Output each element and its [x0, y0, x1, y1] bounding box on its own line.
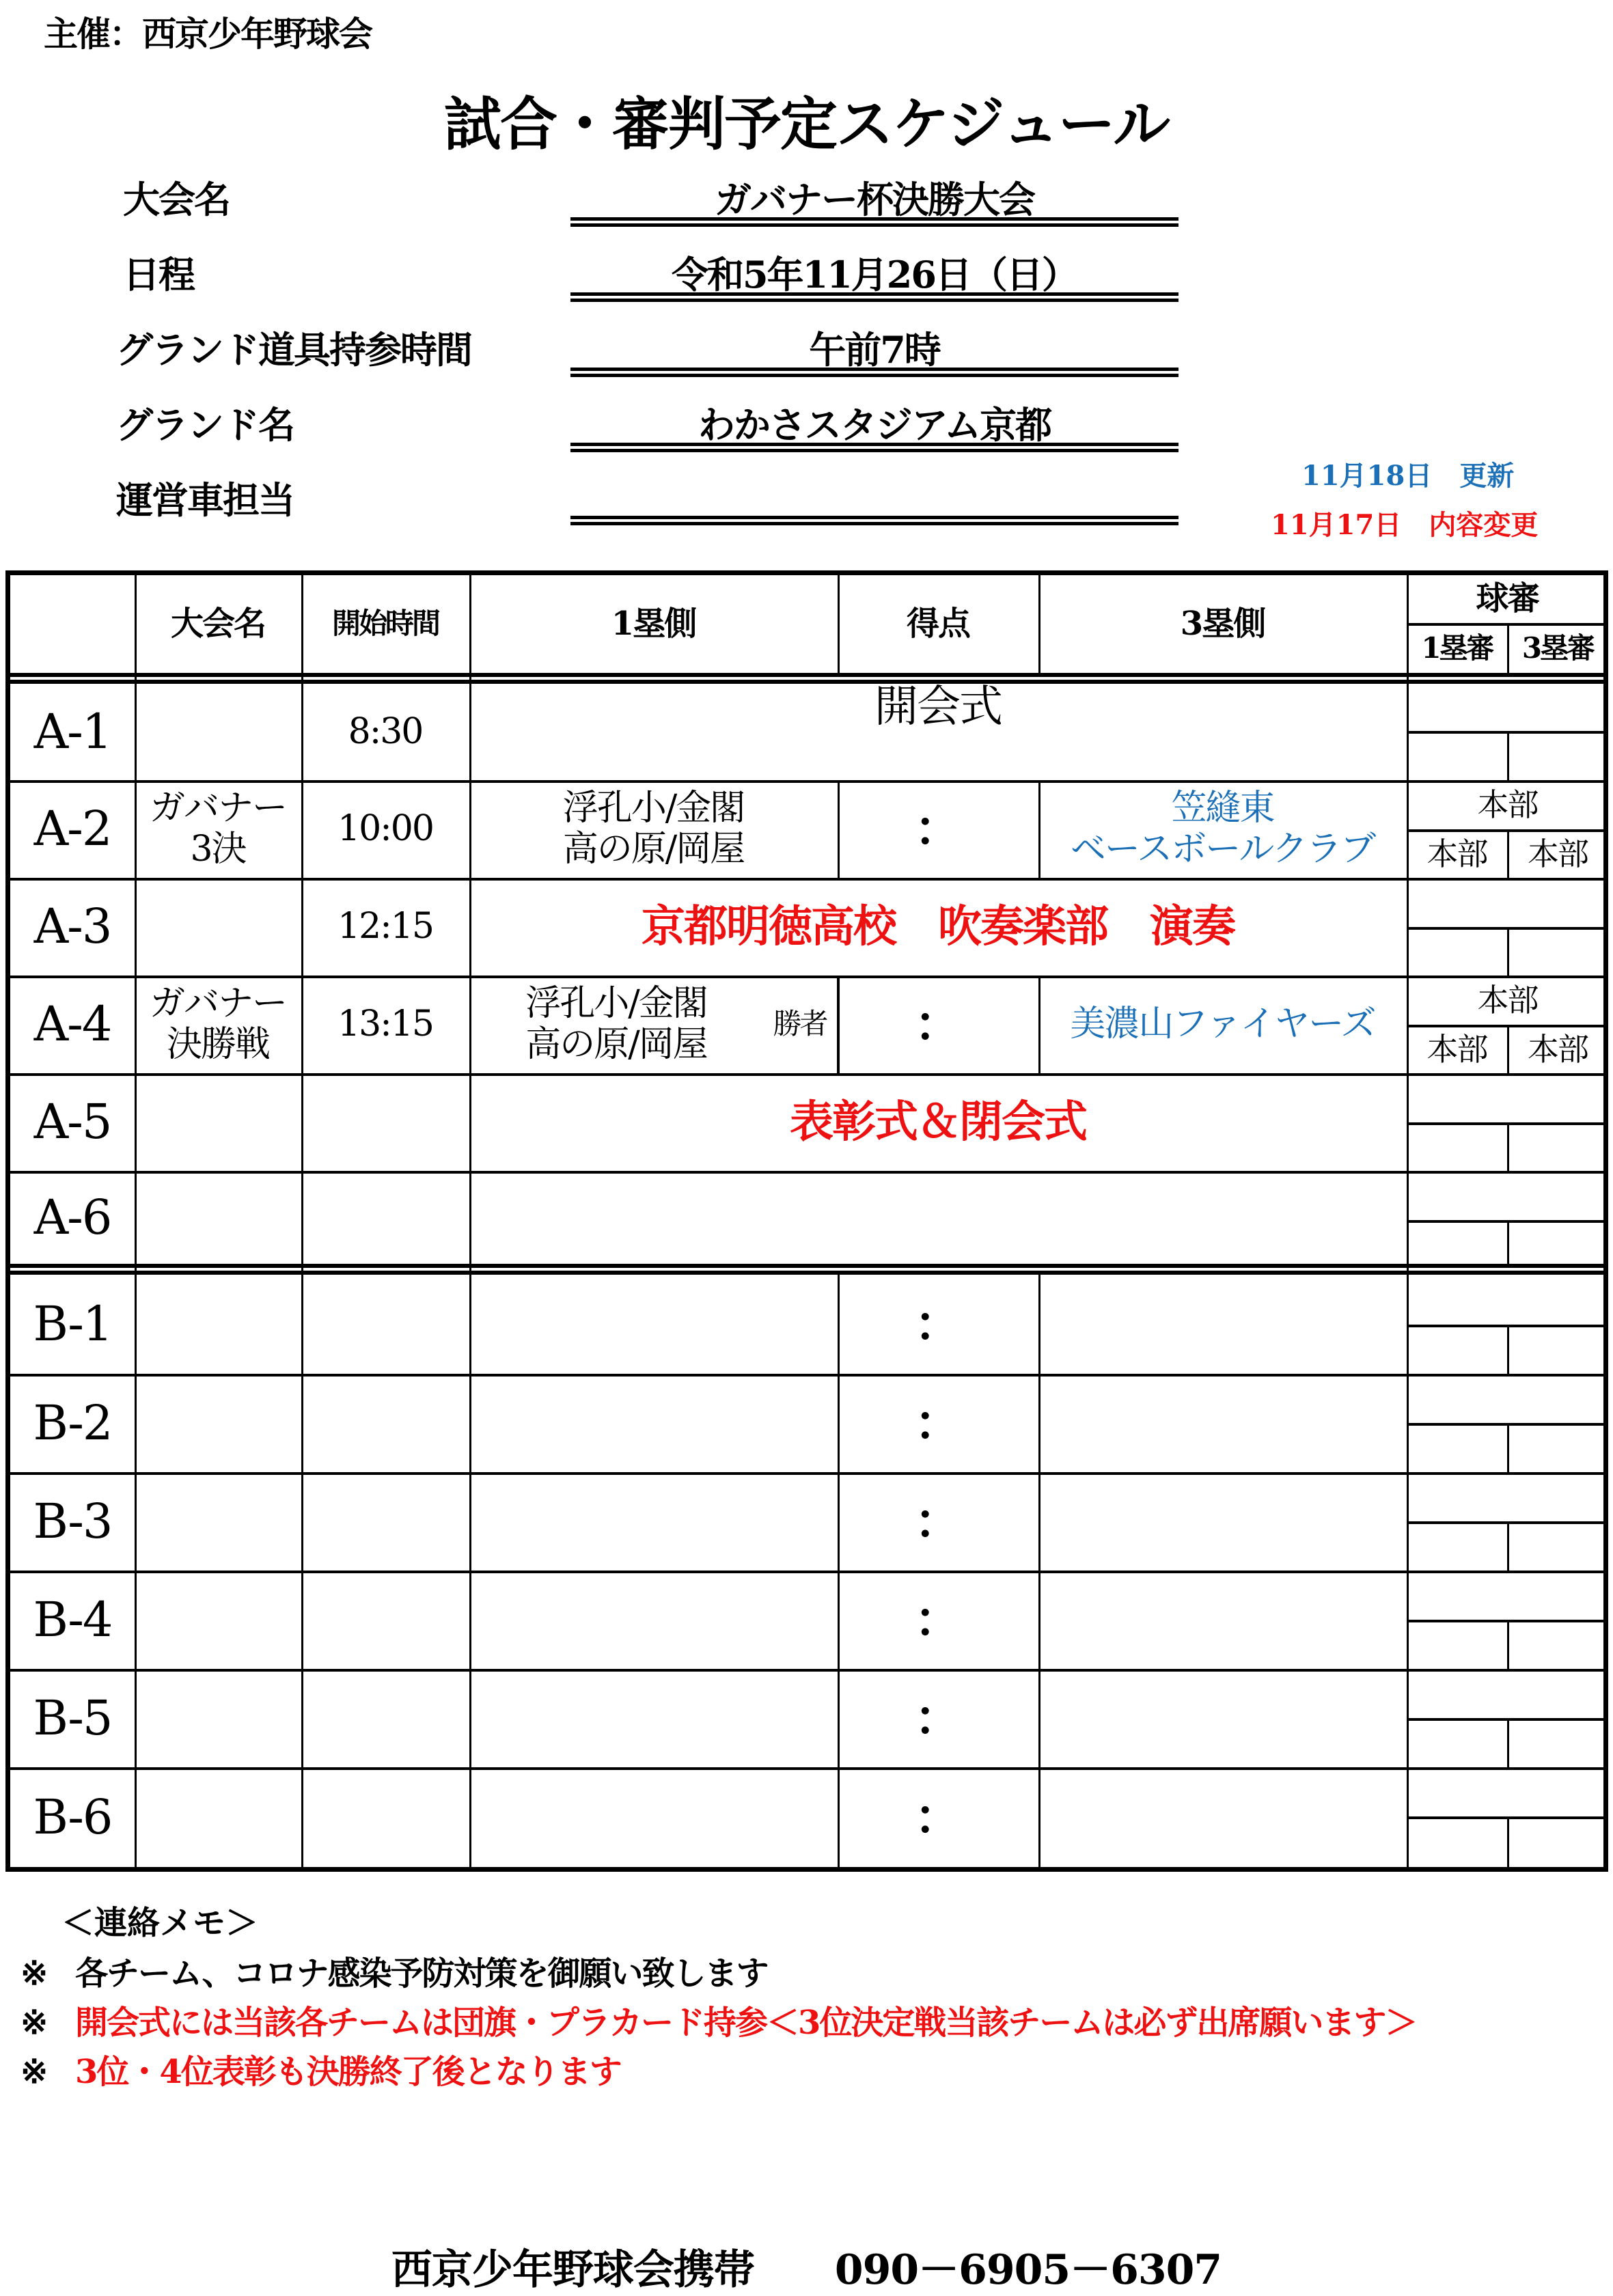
memo-text: 3位・4位表彰も決勝終了後となります [75, 2053, 621, 2091]
column-divider [469, 575, 471, 1867]
third-base-team [1038, 780, 1407, 878]
header-first-base-umpire: 1塁審 [1421, 631, 1493, 665]
first-base-umpire: 本部 [1426, 835, 1487, 873]
third-base-umpire: 本部 [1528, 835, 1588, 873]
reference-mark-icon: ※ [20, 1954, 47, 1993]
underline [570, 217, 1178, 227]
score: ： [914, 1788, 962, 1845]
umpire-divider [1507, 1124, 1509, 1171]
umpire-divider [1507, 1621, 1509, 1669]
tournament-name [135, 780, 301, 878]
reference-mark-icon: ※ [20, 2053, 47, 2091]
row-id: A-4 [33, 996, 111, 1053]
score: ： [914, 1590, 962, 1648]
team-line: ベースボールクラブ [1070, 828, 1375, 870]
row-id: A-2 [33, 801, 111, 857]
row-id: B-3 [33, 1493, 112, 1549]
umpire-divider [1507, 1424, 1509, 1472]
header-start-time: 開始時間 [331, 607, 439, 641]
row-id: A-3 [33, 898, 111, 955]
umpire-divider [1507, 1719, 1509, 1767]
event-label: 開会式 [874, 682, 1002, 733]
tournament-line: ガバナー [149, 787, 286, 829]
score: ： [914, 995, 962, 1053]
row-divider [10, 1171, 1603, 1174]
row-id: A-6 [33, 1189, 111, 1245]
plate-umpire: 本部 [1477, 786, 1538, 823]
organizer: 主催：西京少年野球会 [44, 14, 372, 54]
team-line: 笠縫東 [1171, 787, 1274, 829]
memo-heading: ＜連絡メモ＞ [61, 1904, 259, 1942]
team-line: 浮孔小/金閣 [525, 982, 707, 1024]
change-note: 11月17日 内容変更 [1271, 509, 1539, 541]
underline [570, 292, 1178, 302]
team-line: 浮孔小/金閣 [562, 787, 745, 829]
score: ： [914, 800, 962, 857]
row-id: A-5 [33, 1094, 111, 1150]
event-label: 京都明徳高校 吹奏楽部 演奏 [642, 900, 1235, 952]
row-divider [10, 1374, 1603, 1377]
score: ： [914, 1689, 962, 1746]
info-value-date: 令和5年11月26日（日） [672, 253, 1077, 296]
underline [570, 516, 1178, 525]
tournament-line: 決勝戦 [166, 1023, 269, 1065]
memo-item [20, 1947, 767, 1994]
tournament-line: 3決 [190, 828, 246, 870]
row-id: B-1 [33, 1296, 112, 1353]
row-id: B-6 [33, 1788, 112, 1845]
umpire-divider [1507, 1221, 1509, 1264]
header-umpire: 球審 [1476, 579, 1539, 618]
score: ： [914, 1492, 962, 1549]
team-line: 高の原/岡屋 [525, 1023, 707, 1065]
info-label-ground: グランド名 [116, 403, 294, 447]
start-time: 13:15 [337, 1003, 433, 1045]
umpire-divider [1507, 1326, 1509, 1374]
row-id: B-4 [33, 1591, 112, 1648]
info-label-tournament: 大会名 [123, 178, 230, 221]
header-double-line [10, 673, 1603, 684]
header-tournament: 大会名 [170, 604, 265, 643]
start-time: 12:15 [337, 905, 433, 947]
memo-text: 各チーム、コロナ感染予防対策を御願い致します [75, 1954, 768, 1993]
update-note: 11月18日 更新 [1301, 460, 1515, 492]
row-id: A-1 [33, 704, 111, 760]
first-base-team [469, 976, 763, 1073]
underline [570, 443, 1178, 452]
tournament-name [135, 976, 301, 1073]
memo-text: 開会式には当該各チームは団旗・プラカード持参＜3位決定戦当該チームは必ず出席願います＞ [75, 2004, 1417, 2042]
score: ： [914, 1295, 962, 1353]
underline [570, 368, 1178, 377]
row-divider [10, 1472, 1603, 1475]
info-value-ground: わかさスタジアム京都 [698, 403, 1051, 447]
row-id: B-2 [33, 1394, 112, 1451]
memo-item [20, 1996, 1416, 2043]
header-first-base-side: 1塁側 [611, 604, 696, 643]
info-value-equipment-time: 午前7時 [809, 328, 940, 372]
row-divider [10, 1669, 1603, 1672]
event-label: 表彰式＆閉会式 [790, 1096, 1086, 1148]
start-time: 10:00 [337, 807, 433, 849]
info-value-tournament: ガバナー杯決勝大会 [715, 178, 1034, 221]
third-base-umpire: 本部 [1528, 1031, 1588, 1068]
tournament-line: ガバナー [149, 982, 286, 1024]
row-divider [10, 1571, 1603, 1573]
row-divider [10, 1767, 1603, 1770]
umpire-divider [1507, 1818, 1509, 1867]
info-label-vehicle: 運営車担当 [116, 478, 294, 522]
row-id: B-5 [33, 1689, 112, 1746]
info-label-equipment-time: グランド道具持参時間 [116, 328, 471, 372]
reference-mark-icon: ※ [20, 2004, 47, 2042]
first-base-team [469, 780, 838, 878]
memo-item [20, 2045, 621, 2092]
winner-note: 勝者 [773, 1007, 827, 1041]
team-line: 高の原/岡屋 [562, 828, 745, 870]
umpire-divider [1507, 928, 1509, 976]
score: ： [914, 1394, 962, 1451]
info-label-date: 日程 [123, 253, 194, 296]
section-double-line [10, 1264, 1603, 1275]
schedule-table [5, 570, 1608, 1872]
header-third-base-side: 3塁側 [1180, 604, 1265, 643]
page-title: 試合・審判予定スケジュール [444, 90, 1169, 158]
third-base-team: 美濃山ファイヤーズ [1070, 1003, 1375, 1045]
first-base-umpire: 本部 [1426, 1031, 1487, 1068]
plate-umpire: 本部 [1477, 981, 1538, 1019]
umpire-divider [1507, 1523, 1509, 1571]
start-time: 8:30 [348, 710, 423, 752]
umpire-divider [1507, 732, 1509, 780]
header-third-base-umpire: 3塁審 [1521, 631, 1594, 665]
contact-phone: 西京少年野球会携帯 090－6905－6307 [391, 2246, 1222, 2294]
header-score: 得点 [906, 604, 969, 643]
column-divider [135, 575, 137, 1867]
